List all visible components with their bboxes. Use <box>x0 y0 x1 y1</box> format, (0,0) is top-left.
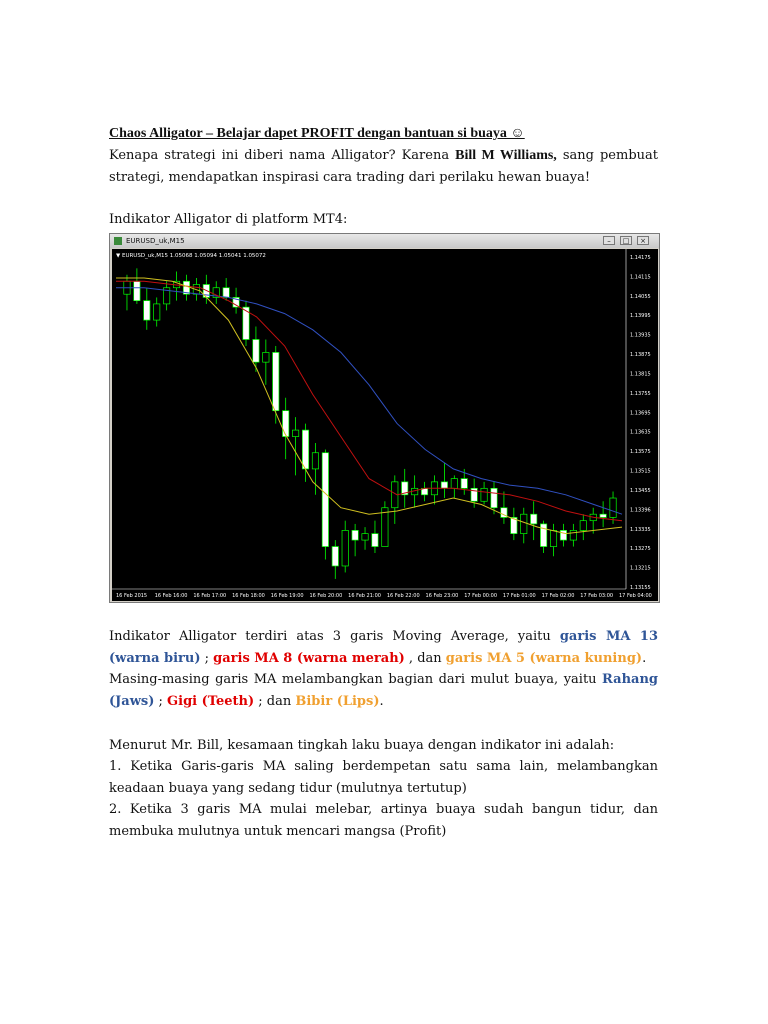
y-tick-label: 1.13755 <box>630 390 651 397</box>
ma-intro-text: Indikator Alligator terdiri atas 3 garis Moving Average, yaitu <box>109 629 560 644</box>
separator: ; <box>200 650 214 666</box>
ma5-label: garis MA 5 (warna kuning) <box>445 650 643 666</box>
price-chart <box>112 249 658 601</box>
candle-body-bearish <box>134 281 140 300</box>
mt4-chart-window <box>109 233 660 603</box>
candle-body-bullish <box>292 430 298 436</box>
candle-body-bearish <box>531 514 537 524</box>
candle-body-bearish <box>491 488 497 507</box>
candle-body-bearish <box>600 514 606 517</box>
x-tick-label: 17 Feb 00:00 <box>464 593 498 599</box>
y-tick-label: 1.14175 <box>630 255 651 261</box>
chart-window-icon <box>114 237 122 245</box>
separator: ; <box>154 693 168 709</box>
behavior-item-2: 2. Ketika 3 garis MA mulai melebar, artinya buaya sudah bangun tidur, dan membuka mulutnya untuk mencari mangsa (Profit) <box>109 802 658 839</box>
candle-body-bearish <box>302 430 308 469</box>
mouth-intro-text: Masing-masing garis MA melambangkan bagian dari mulut buaya, yaitu <box>109 672 603 687</box>
x-tick-label: 17 Feb 02:00 <box>541 593 575 599</box>
x-tick-label: 16 Feb 17:00 <box>193 593 227 599</box>
intro-text-start: Kenapa strategi ini diberi nama Alligator? Karena <box>109 148 456 163</box>
candle-body-bearish <box>283 411 289 437</box>
ma8-label: garis MA 8 (warna merah) <box>213 650 405 666</box>
x-tick-label: 16 Feb 23:00 <box>425 593 459 599</box>
ma-description-paragraph <box>109 626 658 669</box>
candle-body-bearish <box>441 482 447 488</box>
candle-body-bullish <box>550 530 556 546</box>
candle-body-bullish <box>362 534 368 540</box>
candle-body-bearish <box>273 352 279 410</box>
chart-background <box>112 249 658 601</box>
y-tick-label: 1.14055 <box>630 293 651 300</box>
x-tick-label: 16 Feb 22:00 <box>386 593 420 599</box>
y-tick-label: 1.14115 <box>630 274 651 281</box>
y-tick-label: 1.13695 <box>630 410 651 417</box>
candle <box>382 501 388 546</box>
ma13-label: garis MA 13 (warna biru) <box>109 629 658 666</box>
candle-body-bullish <box>312 453 318 469</box>
y-tick-label: 1.13335 <box>630 526 651 533</box>
y-tick-label: 1.13935 <box>630 332 651 339</box>
candle-body-bearish <box>461 479 467 489</box>
y-tick-label: 1.13275 <box>630 546 651 553</box>
y-tick-label: 1.13215 <box>630 565 651 572</box>
candle-body-bullish <box>481 488 487 501</box>
candle-body-bearish <box>540 524 546 547</box>
period: . <box>642 650 647 666</box>
maximize-button[interactable]: □ <box>620 236 632 245</box>
separator: ; dan <box>254 693 296 709</box>
document-heading: Chaos Alligator – Belajar dapet PROFIT dengan bantuan si buaya ☺ <box>109 126 525 141</box>
y-tick-label: 1.13396 <box>630 507 651 514</box>
candle-body-bullish <box>521 514 527 533</box>
x-tick-label: 17 Feb 04:00 <box>619 593 652 599</box>
candle-body-bullish <box>610 498 616 517</box>
x-tick-label: 16 Feb 2015 <box>116 593 148 599</box>
x-tick-label: 16 Feb 19:00 <box>270 593 304 599</box>
x-tick-label: 16 Feb 20:00 <box>309 593 343 599</box>
candle-body-bullish <box>570 530 576 540</box>
candle-body-bearish <box>144 301 150 320</box>
candle-body-bearish <box>253 340 259 363</box>
y-tick-label: 1.13575 <box>630 449 651 456</box>
candle-body-bearish <box>352 530 358 540</box>
period: . <box>379 693 384 709</box>
y-tick-label: 1.13815 <box>630 371 651 378</box>
y-tick-label: 1.13635 <box>630 429 651 436</box>
candle-body-bullish <box>451 479 457 489</box>
candle-body-bullish <box>342 530 348 566</box>
close-button[interactable]: × <box>637 236 649 245</box>
candle-body-bearish <box>322 453 328 547</box>
candle-body-bearish <box>372 534 378 547</box>
chart-info-line: ▼ EURUSD_uk,M15 1.05068 1.05094 1.05041 1.05072 <box>116 253 266 259</box>
y-tick-label: 1.13155 <box>630 585 651 591</box>
author-name: Bill M Williams, <box>455 148 557 163</box>
behavior-item-1: 1. Ketika Garis-garis MA saling berdempetan satu sama lain, melambangkan keadaan buaya yang sedang tidur (mulutnya tertutup) <box>109 759 658 796</box>
candle <box>243 301 249 346</box>
behavior-intro: Menurut Mr. Bill, kesamaan tingkah laku buaya dengan indikator ini adalah: <box>109 738 615 753</box>
jaws-label: Rahang (Jaws) <box>109 672 658 709</box>
y-tick-label: 1.13455 <box>630 487 651 494</box>
candle-body-bearish <box>332 547 338 566</box>
candle-body-bullish <box>382 508 388 547</box>
candle <box>322 450 328 560</box>
x-tick-label: 16 Feb 21:00 <box>348 593 381 599</box>
window-title: EURUSD_uk,M15 <box>126 237 185 245</box>
window-titlebar <box>110 234 659 248</box>
mouth-parts-paragraph <box>109 669 658 712</box>
candle-body-bullish <box>154 304 160 320</box>
minimize-button[interactable]: – <box>603 236 615 245</box>
teeth-label: Gigi (Teeth) <box>167 693 255 709</box>
intro-text-end: sang pembuat strategi, mendapatkan inspirasi cara trading dari perilaku hewan buaya! <box>109 148 658 185</box>
x-tick-label: 17 Feb 01:00 <box>502 593 536 599</box>
lips-label: Bibir (Lips) <box>295 693 380 709</box>
y-tick-label: 1.13515 <box>630 468 651 475</box>
y-tick-label: 1.13995 <box>630 313 651 320</box>
candle-body-bullish <box>263 352 269 362</box>
x-tick-label: 16 Feb 18:00 <box>232 593 265 599</box>
intro-paragraph <box>109 145 658 188</box>
candle-body-bearish <box>560 530 566 540</box>
platform-caption: Indikator Alligator di platform MT4: <box>109 212 348 227</box>
y-tick-label: 1.13875 <box>630 352 651 359</box>
candle-body-bearish <box>223 288 229 298</box>
separator: , dan <box>404 650 446 666</box>
x-tick-label: 17 Feb 03:00 <box>580 593 614 599</box>
candle-body-bullish <box>580 521 586 531</box>
x-tick-label: 16 Feb 16:00 <box>154 593 188 599</box>
